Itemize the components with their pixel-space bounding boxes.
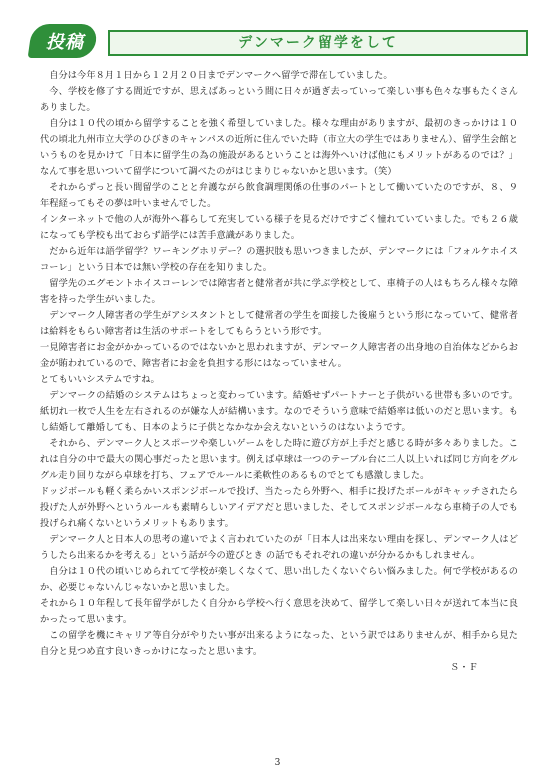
article-paragraph: 自分は１０代の頃いじめられてて学校が楽しくなくて、思い出したくないぐらい悩みました。何で学校があるのか、必要じゃないんじゃないかと思いました。 (40, 566, 518, 593)
article-paragraph: 自分は今年８月１日から１２月２０日までデンマークへ留学で滞在していました。 (49, 70, 393, 81)
title-bar (108, 30, 528, 56)
article-paragraph: とてもいいシステムですね。 (40, 374, 160, 385)
page-number: 3 (274, 758, 281, 768)
article-title: デンマーク留学をして (238, 35, 398, 51)
article-paragraph: この留学を機にキャリア等自分がやりたい事が出来るようになった、という訳ではありませんが、相手から見た自分と見つめ直す良いきっかけになったと思います。 (40, 630, 518, 657)
article-paragraph: それから１０年程して長年留学がしたく自分から学校へ行く意思を決めて、留学して楽しい日々が送れて本当に良かったって思います。 (40, 598, 518, 625)
article-body (40, 68, 518, 676)
article-paragraph: 自分は１０代の頃から留学することを強く希望していました。様々な理由がありますが、最初のきっかけは１０代の頃北九州市立大学のひびきのキャンパスの近所に住んでいた時（市立大の学生ではありません）、留学生会館というものを見かけて「日本に留学生の為の施設があるということは海外へいけば他にもメリットがあるのでは？」なんて事を思いついて留学について調べたのがはじまりじゃないかと思います。（笑） (40, 118, 519, 177)
article-paragraph: デンマーク人障害者の学生がアシスタントとして健常者の学生を面接した後雇うという形になっていて、健常者は給料をもらい障害者は生活のサポートをしてもらうという形です。 (40, 310, 518, 337)
submission-badge-label: 投稿 (46, 32, 84, 53)
author-signature: Ｓ・Ｆ (450, 662, 478, 673)
article-paragraph: インターネットで他の人が海外へ暮らして充実している様子を見るだけですごく憧れていていました。でも２６歳になっても学校も出ておらず語学には苦手意識がありました。 (40, 214, 518, 241)
article-paragraph: それから、デンマーク人とスポーツや楽しいゲームをした時に遊び方が上手だと感じる時が多々ありました。これは自分の中で最大の関心事だったと思います。例えば卓球は一つのテーブル台に二人以上いれば同じ方向をグルグル走り回りながら卓球を打ち、フェアでルールに柔軟性のあるものでとても感激しました。 (40, 438, 518, 481)
article-paragraph: デンマークの結婚のシステムはちょっと変わっています。結婚せずパートナーと子供がいる世帯も多いのです。紙切れ一枚で人生を左右されるのが嫌な人が結構います。なのでそういう意味で結婚率は低いのだと思います。もし結婚して離婚しても、日本のように子供となかなか会えないというのはないようです。 (40, 390, 518, 433)
article-paragraph: 留学先のエグモントホイスコーレンでは障害者と健常者が共に学ぶ学校として、車椅子の人はもちろん様々な障害を持った学生がいました。 (40, 278, 518, 305)
article-paragraph: それからずっと長い間留学のことと弁護ながら飲食調理関係の仕事のパートとして働いていたのですが、８、９年程経ってもその夢は叶いませんでした。 (40, 182, 518, 209)
article-paragraph: 今、学校を修了する間近ですが、思えばあっという間に日々が過ぎ去っていって楽しい事も色々な事もたくさんありました。 (40, 86, 518, 113)
article-paragraph: だから近年は語学留学？ワーキングホリデー？の選択肢も思いつきましたが、デンマークには「フォルケホイスコーレ」という日本では無い学校の存在を知りました。 (40, 246, 518, 273)
article-paragraph: ドッジボールも軽く柔らかいスポンジボールで投げ、当たったら外野へ、相手に投げたボールがキャッチされたら投げた人が外野へというルールも素晴らしいアイデアだと思いました、そしてスポンジボールなら車椅子の人でも投げられ痛くないというメリットもあります。 (40, 486, 518, 529)
article-paragraph: 一見障害者にお金がかかっているのではないかと思われますが、デンマーク人障害者の出身地の自治体などからお金が賄われているので、障害者にお金を負担する形にはなっていません。 (40, 342, 518, 369)
article-paragraph: デンマーク人と日本人の思考の違いでよく言われていたのが「日本人は出来ない理由を探し、デンマーク人はどうしたら出来るかを考える」という話が今の遊びとき の話でもそれぞれの違いが分かるかもしれません。 (40, 534, 518, 561)
article-header (30, 24, 530, 60)
